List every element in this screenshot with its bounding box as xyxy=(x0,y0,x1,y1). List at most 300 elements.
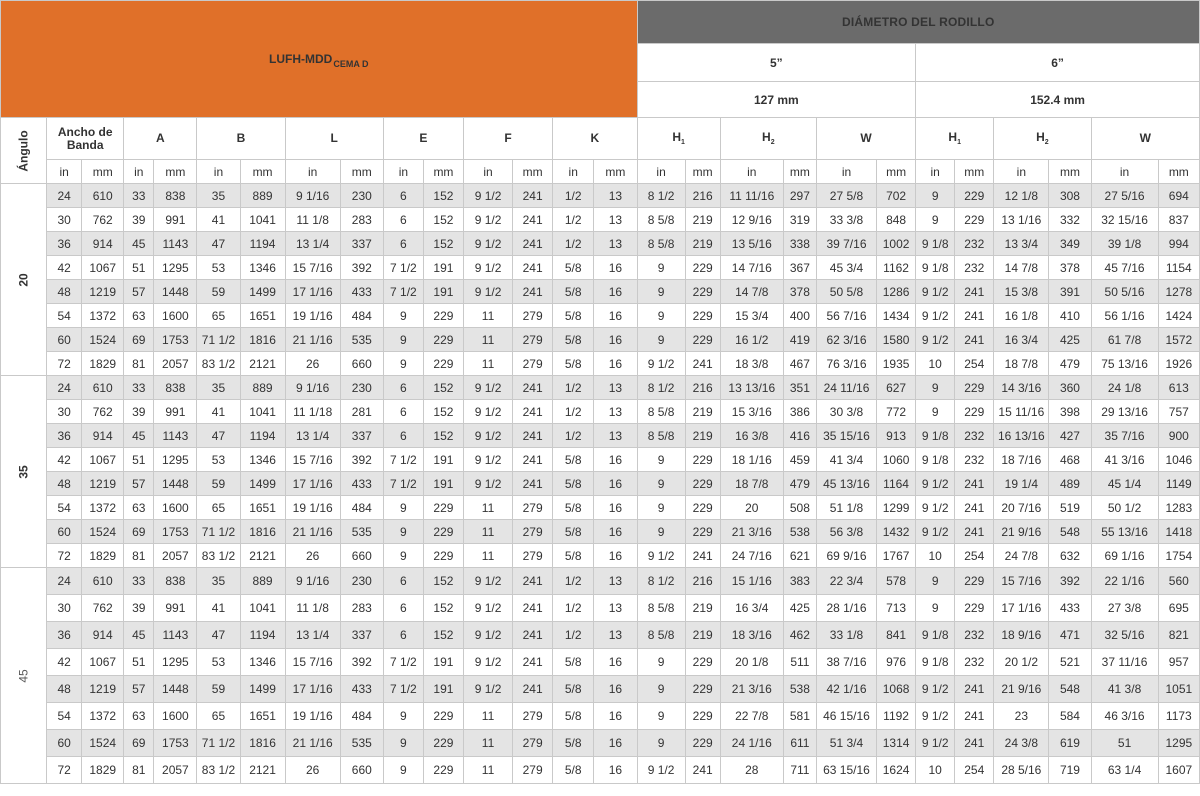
table-cell: 229 xyxy=(423,328,463,352)
table-cell: 15 11/16 xyxy=(994,400,1049,424)
table-cell: 241 xyxy=(513,184,553,208)
table-cell: 10 xyxy=(916,352,955,376)
table-cell: 229 xyxy=(955,184,994,208)
table-cell: 69 1/16 xyxy=(1091,544,1158,568)
table-cell: 914 xyxy=(82,232,124,256)
table-cell: 16 3/4 xyxy=(994,328,1049,352)
table-cell: 13 1/16 xyxy=(994,208,1049,232)
table-cell: 378 xyxy=(1049,256,1091,280)
table-cell: 241 xyxy=(955,676,994,703)
table-cell: 72 xyxy=(47,757,82,784)
table-cell: 584 xyxy=(1049,703,1091,730)
table-cell: 57 xyxy=(124,472,154,496)
table-cell: 69 9/16 xyxy=(816,544,876,568)
table-cell: 1/2 xyxy=(553,208,594,232)
table-cell: 48 xyxy=(47,280,82,304)
table-cell: 578 xyxy=(877,568,916,595)
table-cell: 63 xyxy=(124,496,154,520)
table-cell: 191 xyxy=(423,256,463,280)
table-cell: 18 7/8 xyxy=(720,472,783,496)
table-cell: 62 3/16 xyxy=(816,328,876,352)
table-cell: 9 1/2 xyxy=(916,520,955,544)
table-cell: 1600 xyxy=(154,496,197,520)
table-cell: 54 xyxy=(47,703,82,730)
table-cell: 6 xyxy=(383,595,423,622)
unit-in: in xyxy=(553,160,594,184)
param-h2-header-5: $H_2$ xyxy=(720,118,816,160)
table-cell: 21 9/16 xyxy=(994,676,1049,703)
table-cell: 484 xyxy=(340,304,383,328)
table-cell: 7 1/2 xyxy=(383,280,423,304)
table-cell: 1154 xyxy=(1158,256,1199,280)
unit-in: in xyxy=(637,160,685,184)
table-row xyxy=(1,208,1200,232)
table-cell: 9 xyxy=(916,400,955,424)
table-cell: 13 13/16 xyxy=(720,376,783,400)
table-cell: 41 xyxy=(197,400,240,424)
param-h2-header-6: $H_2$ xyxy=(994,118,1091,160)
table-cell: 467 xyxy=(783,352,816,376)
unit-mm: mm xyxy=(955,160,994,184)
table-cell: 27 3/8 xyxy=(1091,595,1158,622)
table-cell: 762 xyxy=(82,208,124,232)
table-cell: 337 xyxy=(340,424,383,448)
table-cell: 8 5/8 xyxy=(637,400,685,424)
table-cell: 9 1/2 xyxy=(463,376,512,400)
table-cell: 2121 xyxy=(240,757,285,784)
table-cell: 59 xyxy=(197,676,240,703)
table-row xyxy=(1,496,1200,520)
table-cell: 627 xyxy=(877,376,916,400)
table-cell: 1424 xyxy=(1158,304,1199,328)
table-cell: 219 xyxy=(685,400,720,424)
table-cell: 660 xyxy=(340,544,383,568)
table-cell: 26 xyxy=(285,544,340,568)
table-cell: 32 5/16 xyxy=(1091,622,1158,649)
table-cell: 152 xyxy=(423,622,463,649)
table-cell: 297 xyxy=(783,184,816,208)
table-cell: 229 xyxy=(685,280,720,304)
table-cell: 9 xyxy=(916,208,955,232)
table-cell: 6 xyxy=(383,622,423,649)
table-cell: 45 xyxy=(124,424,154,448)
diameter-6-mm: 152.4 mm xyxy=(916,82,1200,118)
table-cell: 1499 xyxy=(240,676,285,703)
table-cell: 229 xyxy=(423,352,463,376)
table-cell: 229 xyxy=(685,304,720,328)
table-cell: 1346 xyxy=(240,256,285,280)
table-cell: 994 xyxy=(1158,232,1199,256)
table-cell: 219 xyxy=(685,232,720,256)
table-cell: 11 1/8 xyxy=(285,595,340,622)
table-cell: 9 1/8 xyxy=(916,424,955,448)
table-cell: 32 15/16 xyxy=(1091,208,1158,232)
table-cell: 30 xyxy=(47,400,82,424)
table-cell: 1829 xyxy=(82,352,124,376)
table-cell: 24 11/16 xyxy=(816,376,876,400)
table-cell: 229 xyxy=(955,568,994,595)
table-cell: 11 xyxy=(463,730,512,757)
table-cell: 229 xyxy=(423,520,463,544)
table-cell: 611 xyxy=(783,730,816,757)
table-cell: 35 xyxy=(197,568,240,595)
table-cell: 9 xyxy=(637,649,685,676)
table-cell: 841 xyxy=(877,622,916,649)
table-cell: 72 xyxy=(47,352,82,376)
table-cell: 610 xyxy=(82,184,124,208)
table-cell: 1829 xyxy=(82,544,124,568)
table-cell: 360 xyxy=(1049,376,1091,400)
table-cell: 65 xyxy=(197,496,240,520)
table-cell: 535 xyxy=(340,520,383,544)
table-cell: 51 xyxy=(124,649,154,676)
table-cell: 283 xyxy=(340,208,383,232)
unit-mm: mm xyxy=(1158,160,1199,184)
table-cell: 9 xyxy=(916,568,955,595)
table-cell: 191 xyxy=(423,448,463,472)
table-cell: 2057 xyxy=(154,352,197,376)
table-cell: 1607 xyxy=(1158,757,1199,784)
table-cell: 241 xyxy=(955,496,994,520)
table-cell: 1448 xyxy=(154,280,197,304)
table-cell: 5/8 xyxy=(553,520,594,544)
table-cell: 16 xyxy=(594,256,637,280)
unit-mm: mm xyxy=(82,160,124,184)
table-cell: 241 xyxy=(955,520,994,544)
table-row xyxy=(1,757,1200,784)
table-cell: 6 xyxy=(383,184,423,208)
table-cell: 9 1/2 xyxy=(463,448,512,472)
table-cell: 76 3/16 xyxy=(816,352,876,376)
table-cell: 8 5/8 xyxy=(637,232,685,256)
table-cell: 229 xyxy=(685,496,720,520)
table-cell: 241 xyxy=(685,544,720,568)
table-cell: 9 1/16 xyxy=(285,568,340,595)
table-cell: 51 1/8 xyxy=(816,496,876,520)
table-cell: 65 xyxy=(197,304,240,328)
table-cell: 378 xyxy=(783,280,816,304)
table-cell: 15 7/16 xyxy=(285,649,340,676)
table-cell: 63 15/16 xyxy=(816,757,876,784)
table-cell: 548 xyxy=(1049,520,1091,544)
table-cell: 18 7/16 xyxy=(994,448,1049,472)
table-cell: 5/8 xyxy=(553,703,594,730)
table-cell: 57 xyxy=(124,676,154,703)
table-row xyxy=(1,376,1200,400)
table-cell: 1448 xyxy=(154,472,197,496)
table-cell: 610 xyxy=(82,376,124,400)
table-cell: 16 xyxy=(594,280,637,304)
table-cell: 9 xyxy=(383,352,423,376)
table-cell: 1068 xyxy=(877,676,916,703)
unit-in: in xyxy=(1091,160,1158,184)
table-cell: 11 1/18 xyxy=(285,400,340,424)
table-cell: 1299 xyxy=(877,496,916,520)
table-row xyxy=(1,676,1200,703)
table-cell: 9 1/2 xyxy=(916,472,955,496)
table-cell: 14 7/16 xyxy=(720,256,783,280)
table-cell: 219 xyxy=(685,622,720,649)
table-cell: 229 xyxy=(955,208,994,232)
table-cell: 24 xyxy=(47,184,82,208)
table-cell: 241 xyxy=(955,280,994,304)
table-cell: 219 xyxy=(685,595,720,622)
table-cell: 1580 xyxy=(877,328,916,352)
table-cell: 152 xyxy=(423,568,463,595)
table-cell: 9 1/2 xyxy=(916,676,955,703)
table-cell: 45 13/16 xyxy=(816,472,876,496)
table-cell: 8 5/8 xyxy=(637,595,685,622)
table-cell: 53 xyxy=(197,256,240,280)
table-cell: 16 xyxy=(594,703,637,730)
table-cell: 81 xyxy=(124,757,154,784)
table-cell: 18 1/16 xyxy=(720,448,783,472)
table-cell: 1067 xyxy=(82,256,124,280)
table-cell: 241 xyxy=(955,472,994,496)
table-cell: 45 xyxy=(124,622,154,649)
table-cell: 279 xyxy=(513,544,553,568)
table-cell: 254 xyxy=(955,757,994,784)
table-row xyxy=(1,352,1200,376)
table-row xyxy=(1,328,1200,352)
table-cell: 13 xyxy=(594,184,637,208)
table-cell: 9 1/2 xyxy=(916,280,955,304)
table-cell: 216 xyxy=(685,184,720,208)
table-row xyxy=(1,595,1200,622)
table-cell: 6 xyxy=(383,568,423,595)
table-cell: 35 7/16 xyxy=(1091,424,1158,448)
table-cell: 45 xyxy=(124,232,154,256)
table-cell: 5/8 xyxy=(553,496,594,520)
table-cell: 16 xyxy=(594,352,637,376)
table-cell: 1651 xyxy=(240,304,285,328)
table-cell: 41 3/8 xyxy=(1091,676,1158,703)
table-row xyxy=(1,703,1200,730)
table-cell: 1295 xyxy=(154,256,197,280)
table-cell: 241 xyxy=(513,376,553,400)
table-cell: 16 xyxy=(594,676,637,703)
table-cell: 60 xyxy=(47,328,82,352)
table-cell: 338 xyxy=(783,232,816,256)
table-cell: 5/8 xyxy=(553,328,594,352)
table-cell: 22 3/4 xyxy=(816,568,876,595)
table-cell: 19 1/16 xyxy=(285,304,340,328)
table-cell: 11 xyxy=(463,703,512,730)
table-cell: 279 xyxy=(513,496,553,520)
table-cell: 392 xyxy=(340,256,383,280)
table-cell: 9 1/2 xyxy=(463,184,512,208)
table-cell: 229 xyxy=(685,730,720,757)
table-cell: 71 1/2 xyxy=(197,520,240,544)
table-cell: 13 xyxy=(594,376,637,400)
table-cell: 9 1/2 xyxy=(916,328,955,352)
table-cell: 29 13/16 xyxy=(1091,400,1158,424)
table-cell: 9 xyxy=(383,328,423,352)
table-cell: 762 xyxy=(82,595,124,622)
table-cell: 15 3/8 xyxy=(994,280,1049,304)
table-cell: 9 xyxy=(637,256,685,280)
table-cell: 35 xyxy=(197,376,240,400)
table-cell: 400 xyxy=(783,304,816,328)
table-cell: 28 xyxy=(720,757,783,784)
table-cell: 9 1/2 xyxy=(916,703,955,730)
table-cell: 11 xyxy=(463,328,512,352)
table-cell: 17 1/16 xyxy=(994,595,1049,622)
table-cell: 1372 xyxy=(82,703,124,730)
table-cell: 1295 xyxy=(154,649,197,676)
table-cell: 191 xyxy=(423,472,463,496)
table-cell: 9 xyxy=(383,304,423,328)
table-cell: 702 xyxy=(877,184,916,208)
diameter-6-inch: 6” xyxy=(916,44,1200,82)
table-cell: 30 xyxy=(47,595,82,622)
table-cell: 319 xyxy=(783,208,816,232)
table-cell: 37 11/16 xyxy=(1091,649,1158,676)
table-cell: 24 3/8 xyxy=(994,730,1049,757)
table-cell: 349 xyxy=(1049,232,1091,256)
table-cell: 24 1/8 xyxy=(1091,376,1158,400)
table-cell: 27 5/16 xyxy=(1091,184,1158,208)
table-cell: 383 xyxy=(783,568,816,595)
table-cell: 1572 xyxy=(1158,328,1199,352)
unit-mm: mm xyxy=(1049,160,1091,184)
table-cell: 9 xyxy=(383,496,423,520)
table-cell: 229 xyxy=(685,520,720,544)
table-cell: 433 xyxy=(340,280,383,304)
table-cell: 46 15/16 xyxy=(816,703,876,730)
table-cell: 11 xyxy=(463,496,512,520)
table-cell: 757 xyxy=(1158,400,1199,424)
table-cell: 9 xyxy=(637,280,685,304)
table-cell: 27 5/8 xyxy=(816,184,876,208)
table-cell: 17 1/16 xyxy=(285,676,340,703)
table-cell: 613 xyxy=(1158,376,1199,400)
table-cell: 241 xyxy=(513,256,553,280)
table-row xyxy=(1,520,1200,544)
table-cell: 1295 xyxy=(154,448,197,472)
table-cell: 9 xyxy=(637,520,685,544)
table-cell: 229 xyxy=(423,703,463,730)
table-cell: 38 7/16 xyxy=(816,649,876,676)
table-cell: 241 xyxy=(513,622,553,649)
table-cell: 20 7/16 xyxy=(994,496,1049,520)
table-cell: 621 xyxy=(783,544,816,568)
table-cell: 1/2 xyxy=(553,568,594,595)
table-cell: 2121 xyxy=(240,352,285,376)
table-row xyxy=(1,184,1200,208)
table-cell: 392 xyxy=(1049,568,1091,595)
table-cell: 152 xyxy=(423,184,463,208)
table-cell: 59 xyxy=(197,472,240,496)
table-cell: 9 1/8 xyxy=(916,649,955,676)
table-cell: 9 1/2 xyxy=(463,622,512,649)
table-cell: 232 xyxy=(955,622,994,649)
table-cell: 216 xyxy=(685,376,720,400)
table-cell: 36 xyxy=(47,622,82,649)
table-cell: 46 3/16 xyxy=(1091,703,1158,730)
table-cell: 1418 xyxy=(1158,520,1199,544)
diameter-5-inch: 5” xyxy=(637,44,916,82)
table-cell: 5/8 xyxy=(553,352,594,376)
table-cell: 1295 xyxy=(1158,730,1199,757)
table-cell: 610 xyxy=(82,568,124,595)
table-cell: 229 xyxy=(685,676,720,703)
table-cell: 232 xyxy=(955,256,994,280)
diameter-header: DIÁMETRO DEL RODILLO xyxy=(637,1,1199,44)
product-title: LUFH-$MDD_{CEMA D}$ xyxy=(1,1,638,118)
table-cell: 36 xyxy=(47,232,82,256)
table-cell: 241 xyxy=(513,232,553,256)
table-cell: 33 1/8 xyxy=(816,622,876,649)
table-cell: 241 xyxy=(513,595,553,622)
table-cell: 16 xyxy=(594,472,637,496)
table-cell: 10 xyxy=(916,757,955,784)
table-row xyxy=(1,649,1200,676)
table-cell: 1149 xyxy=(1158,472,1199,496)
table-cell: 21 1/16 xyxy=(285,520,340,544)
table-cell: 1/2 xyxy=(553,376,594,400)
table-cell: 241 xyxy=(955,730,994,757)
table-cell: 9 xyxy=(637,304,685,328)
table-cell: 15 7/16 xyxy=(285,256,340,280)
table-cell: 1067 xyxy=(82,448,124,472)
table-cell: 1499 xyxy=(240,472,285,496)
table-cell: 16 xyxy=(594,757,637,784)
table-cell: 16 13/16 xyxy=(994,424,1049,448)
table-cell: 695 xyxy=(1158,595,1199,622)
table-cell: 83 1/2 xyxy=(197,352,240,376)
table-cell: 9 xyxy=(916,595,955,622)
table-cell: 848 xyxy=(877,208,916,232)
table-cell: 219 xyxy=(685,208,720,232)
table-cell: 16 xyxy=(594,304,637,328)
table-cell: 6 xyxy=(383,376,423,400)
table-cell: 230 xyxy=(340,376,383,400)
unit-mm: mm xyxy=(783,160,816,184)
table-cell: 9 1/2 xyxy=(637,544,685,568)
table-cell: 41 3/16 xyxy=(1091,448,1158,472)
table-cell: 18 7/8 xyxy=(994,352,1049,376)
table-cell: 1067 xyxy=(82,649,124,676)
table-cell: 2121 xyxy=(240,544,285,568)
table-cell: 65 xyxy=(197,703,240,730)
table-cell: 9 xyxy=(637,730,685,757)
table-cell: 416 xyxy=(783,424,816,448)
table-cell: 392 xyxy=(340,448,383,472)
table-cell: 51 xyxy=(124,448,154,472)
table-cell: 2057 xyxy=(154,544,197,568)
table-cell: 16 xyxy=(594,520,637,544)
table-cell: 152 xyxy=(423,400,463,424)
table-cell: 55 13/16 xyxy=(1091,520,1158,544)
table-cell: 976 xyxy=(877,649,916,676)
table-cell: 1173 xyxy=(1158,703,1199,730)
table-cell: 1219 xyxy=(82,280,124,304)
param-w-header-6: W xyxy=(1091,118,1200,160)
table-cell: 711 xyxy=(783,757,816,784)
table-cell: 837 xyxy=(1158,208,1199,232)
table-cell: 16 xyxy=(594,448,637,472)
table-cell: 35 15/16 xyxy=(816,424,876,448)
table-cell: 30 xyxy=(47,208,82,232)
table-cell: 9 1/2 xyxy=(463,676,512,703)
table-cell: 39 xyxy=(124,400,154,424)
table-cell: 50 5/16 xyxy=(1091,280,1158,304)
table-cell: 471 xyxy=(1049,622,1091,649)
table-cell: 5/8 xyxy=(553,676,594,703)
table-cell: 229 xyxy=(955,376,994,400)
table-cell: 12 1/8 xyxy=(994,184,1049,208)
